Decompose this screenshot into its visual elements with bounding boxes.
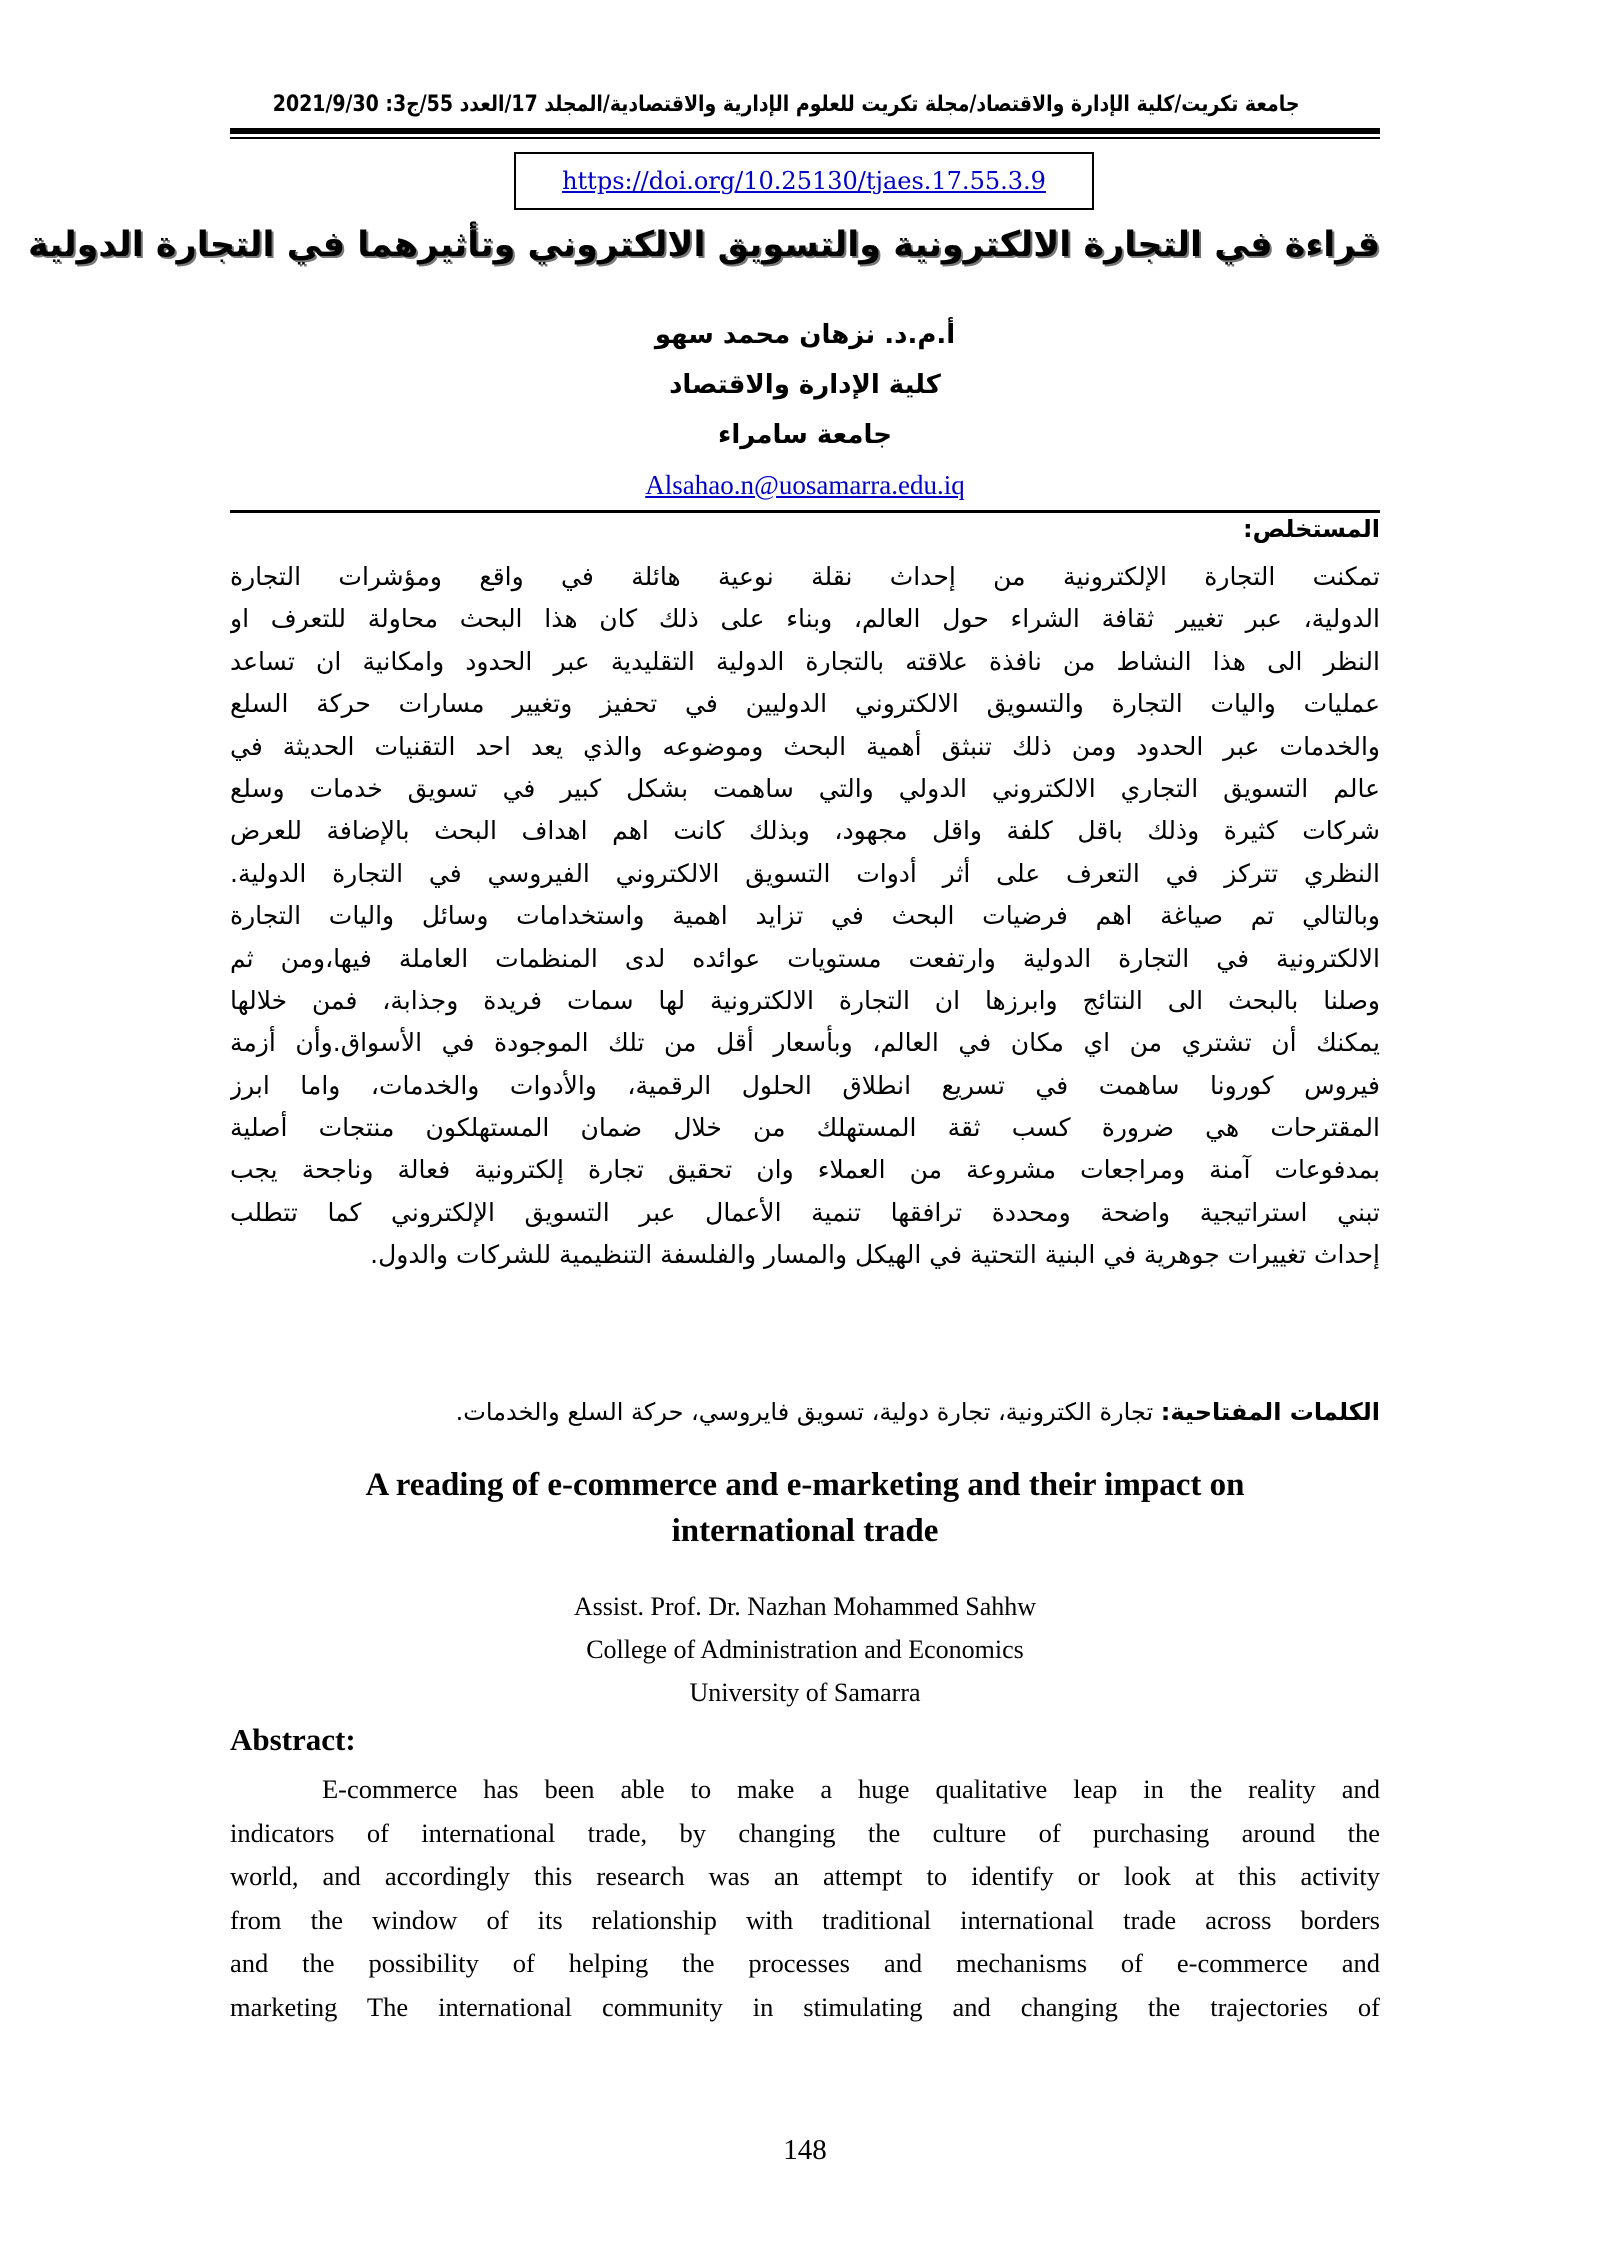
arabic-keywords-text: تجارة الكترونية، تجارة دولية، تسويق فايروسي، حركة السلع والخدمات. [455, 1398, 1161, 1426]
arabic-abstract-line: النظري تتركز في التعرف على أثر أدوات التسويق الالكتروني الفيروسي في التجارة الدولية. [230, 858, 1380, 888]
arabic-abstract-line: وصلنا بالبحث الى النتائج وابرزها ان التجارة الالكترونية لها سمات فريدة وجذابة، فمن خلالها [230, 985, 1380, 1015]
arabic-abstract-line: شركات كثيرة وذلك باقل كلفة واقل مجهود، وبذلك كانت اهم اهداف البحث بالإضافة للعرض [230, 816, 1380, 846]
arabic-author: أ.م.د. نزهان محمد سهو [654, 320, 956, 350]
header-rule-thick [230, 128, 1380, 134]
english-abstract-line: E-commerce has been able to make a huge qualitative leap in the reality and [322, 1774, 1380, 1804]
arabic-abstract-line: وبالتالي تم صياغة اهم فرضيات البحث في تزايد اهمية واستخدامات وسائل واليات التجارة [230, 901, 1380, 931]
english-title-line: international trade [671, 1513, 939, 1549]
arabic-abstract-line: يمكنك أن تشتري من اي مكان في العالم، وبأسعار أقل من تلك الموجودة في الأسواق.وأن أزمة [230, 1028, 1380, 1058]
english-author: Assist. Prof. Dr. Nazhan Mohammed Sahhw [573, 1592, 1037, 1621]
english-abstract-line: world, and accordingly this research was an attempt to identify or look at this activity [230, 1861, 1380, 1891]
section-rule [230, 510, 1380, 513]
arabic-abstract [230, 556, 1380, 1277]
english-abstract [230, 1768, 1380, 2029]
arabic-college: كلية الإدارة والاقتصاد [669, 370, 941, 400]
english-university: University of Samarra [689, 1678, 921, 1707]
english-abstract-line: marketing The international community in stimulating and changing the trajectories of [230, 1991, 1380, 2022]
arabic-abstract-line: إحداث تغييرات جوهرية في البنية التحتية في الهيكل والمسار والفلسفة التنظيمية للشركات والدول. [370, 1240, 1380, 1270]
header-rule-thin [230, 137, 1380, 139]
journal-header: جامعة تكريت/كلية الإدارة والاقتصاد/مجلة تكريت للعلوم الإدارية والاقتصادية/المجلد 17/العدد 55/ج3: 2021/9/30 [272, 92, 1300, 117]
arabic-abstract-line: تمكنت التجارة الإلكترونية من إحداث نقلة نوعية هائلة في واقع ومؤشرات التجارة [230, 562, 1380, 591]
arabic-abstract-line: الدولية، عبر تغيير ثقافة الشراء حول العالم، وبناء على ذلك كان هذا البحث محاولة للتعرف او [230, 604, 1380, 634]
arabic-abstract-line: فيروس كورونا ساهمت في تسريع انطلاق الحلول الرقمية، والأدوات والخدمات، واما ابرز [230, 1070, 1380, 1100]
english-abstract-line: from the window of its relationship with traditional international trade across borders [230, 1904, 1380, 1935]
arabic-keywords-label: الكلمات المفتاحية: [1160, 1398, 1380, 1426]
arabic-abstract-line: عالم التسويق التجاري الالكتروني الدولي والتي ساهمت بشكل كبير في تسويق خدمات وسلع [230, 773, 1380, 803]
doi-box [514, 152, 1094, 210]
doi-link[interactable]: https://doi.org/10.25130/tjaes.17.55.3.9 [562, 167, 1046, 195]
english-college: College of Administration and Economics [586, 1635, 1024, 1664]
arabic-abstract-line: الالكترونية في التجارة الدولية وارتفعت مستويات عوائده لدى المنظمات العاملة فيها،ومن ثم [230, 943, 1380, 973]
english-abstract-heading: Abstract: [230, 1722, 356, 1757]
page-number: 148 [783, 2134, 827, 2166]
arabic-abstract-line: المقترحات هي ضرورة كسب ثقة المستهلك من خلال ضمان المستهلكون منتجات أصلية [230, 1113, 1380, 1143]
arabic-abstract-line: بمدفوعات آمنة ومراجعات مشروعة من العملاء وان تحقيق تجارة إلكترونية فعالة وناجحة يجب [230, 1155, 1380, 1185]
arabic-title: قراءة في التجارة الالكترونية والتسويق الالكتروني وتأثيرهما في التجارة الدولية [27, 225, 1380, 265]
english-title [230, 1462, 1380, 1554]
arabic-abstract-heading: المستخلص: [1243, 515, 1380, 543]
arabic-abstract-line: النظر الى هذا النشاط من نافذة علاقته بالتجارة الدولية التقليدية عبر الحدود وامكانية ان تساعد [230, 646, 1380, 676]
english-title-line: A reading of e-commerce and e-marketing and their impact on [365, 1467, 1245, 1503]
arabic-abstract-line: عمليات واليات التجارة والتسويق الالكتروني الدوليين في تحفيز وتغيير مسارات حركة السلع [230, 689, 1380, 719]
author-email-link[interactable]: Alsahao.n@uosamarra.edu.iq [645, 470, 965, 500]
english-abstract-line: indicators of international trade, by changing the culture of purchasing around the [230, 1817, 1380, 1848]
arabic-keywords [230, 1398, 1380, 1426]
arabic-university: جامعة سامراء [718, 420, 892, 450]
english-abstract-line: and the possibility of helping the processes and mechanisms of e-commerce and [230, 1948, 1380, 1978]
arabic-abstract-line: والخدمات عبر الحدود ومن ذلك تنبثق أهمية البحث وموضوعه والذي يعد احد التقنيات الحديثة في [230, 731, 1380, 761]
arabic-abstract-line: تبني استراتيجية واضحة ومحددة ترافقها تنمية الأعمال عبر التسويق الإلكتروني كما تتطلب [230, 1197, 1380, 1227]
